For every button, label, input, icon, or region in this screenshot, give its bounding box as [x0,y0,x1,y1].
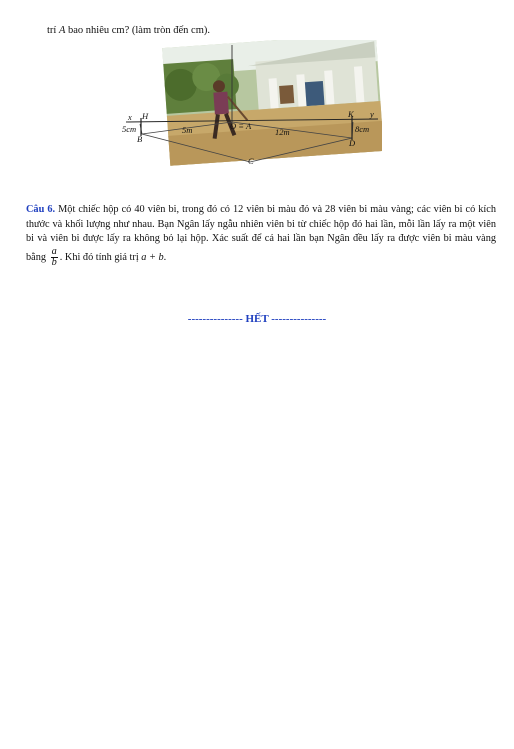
figure-photo-diagram [120,40,382,168]
question-text-part2: . Khi đó tính giá trị [59,251,142,263]
label-H: H [142,111,149,121]
question-6 [26,203,496,268]
question-text-part3: . [163,251,167,263]
fraction-numerator: a [51,245,57,257]
label-K: K [348,109,354,119]
intro-line [47,24,210,37]
fraction-denominator: b [51,256,57,268]
question-label: Câu 6. [26,204,56,215]
label-x: x [128,112,132,122]
label-8cm: 8cm [355,124,370,134]
intro-variable-a: A [58,25,66,36]
question-text-part1: Một chiếc hộp có 40 viên bi, trong đó có 12 viên bi màu đỏ và 28 viên bi màu vàng; các viên bi có kích thước và khối lượng như nhau. Bạn Ngân lấy ngẫu nhiên viên bi từ chiếc hộp đó hai lần, mỗi lần lấy ra một viên bi và viên bi được lấy ra không bỏ lại hộp. Xác suất để cả hai lần bạn Ngân đều lấy ra được viên bi màu vàng bằng [26,204,497,263]
intro-prefix: trí [47,25,59,36]
label-y: y [370,109,374,119]
label-B: B [137,134,143,144]
expression-a-plus-b: a + b [141,251,164,263]
label-O-eq-A: O ≡ A [230,121,252,131]
label-12m: 12m [275,127,290,137]
intro-suffix: bao nhiêu cm? (làm tròn đến cm). [65,25,211,36]
label-5cm: 5cm [122,124,137,134]
label-5m: 5m [182,125,193,135]
fraction-a-over-b [51,247,58,268]
label-D: D [349,138,356,148]
end-marker: --------------- HẾT --------------- [187,313,327,325]
label-C: C [248,156,254,166]
